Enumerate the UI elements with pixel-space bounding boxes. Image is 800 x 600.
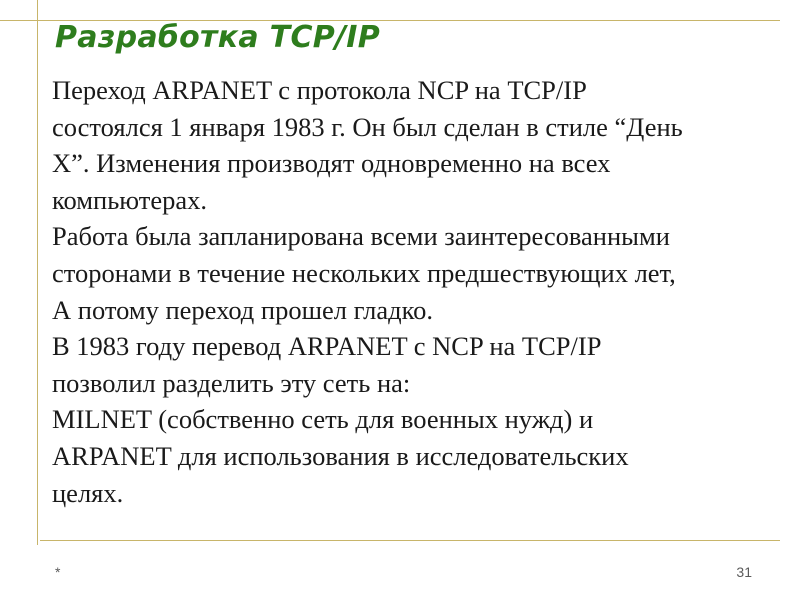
body-line: Работа была запланирована всеми заинтересованными: [52, 221, 670, 252]
vertical-rule: [37, 0, 38, 545]
body-line: целях.: [52, 477, 124, 508]
body-line: Переход ARPANET с протокола NCP на TCP/IP: [52, 75, 587, 105]
body-line: А потому переход прошел гладко.: [52, 294, 434, 325]
footer-marker: *: [55, 564, 61, 580]
body-line: X”. Изменения производят одновременно на всех: [52, 148, 611, 179]
slide-body: [52, 72, 787, 511]
page-number: 31: [736, 564, 752, 580]
body-line: MILNET (собственно сеть для военных нужд) и: [52, 404, 594, 435]
slide-title: Разработка TCP/IP: [55, 20, 381, 55]
body-line: сторонами в течение нескольких предшествующих лет,: [52, 257, 676, 288]
body-line: ARPANET для использования в исследовательских: [52, 440, 629, 471]
body-line: состоялся 1 января 1983 г. Он был сделан в стиле “День: [52, 111, 683, 142]
bottom-rule: [40, 540, 780, 541]
body-line: компьютерах.: [52, 184, 207, 215]
body-line: позволил разделить эту сеть на:: [52, 367, 411, 398]
body-line: В 1983 году перевод ARPANET с NCP на TCP/IP: [52, 331, 602, 362]
